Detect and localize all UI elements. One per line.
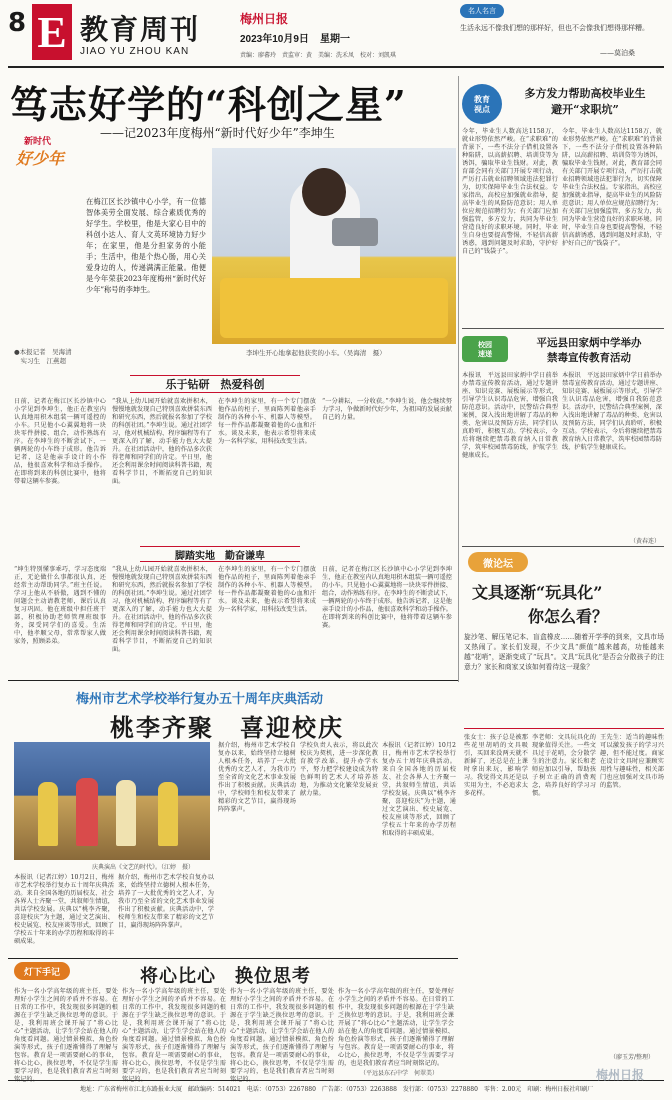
essay-credit: （平远县东石中学 何翠美） <box>360 1070 439 1077</box>
main-bottom-rule <box>8 680 458 681</box>
badge-line1: 新时代 <box>24 137 52 147</box>
sec2-col3: 在李坤生的家里，有一个专门摆放他作品的柜子，里面陈列着他亲手制作的各种小车、机器人等模型。每一件作品都凝聚着他的心血和汗水。谈及未来，他表示希望将来成为一名科学家，用科技改变生活。 <box>218 566 316 613</box>
editor-credits: 责编：廖蕃玲 责监审：黄 美编：洗禾凤 校对：刘凯琪 <box>240 52 397 59</box>
quote-chip: 名人名言 <box>460 4 504 18</box>
good-youth-badge <box>10 132 90 172</box>
campus-col2: 本报讯 平远县田家炳中学日前举办禁毒宣传教育活动，通过专题讲座、知识竞赛、展板展示等形式，引导学生认识毒品危害，增强自我防范意识。活动中，民警结合典型案例，深入浅出地讲解了毒品的种类、危害以及预防方法，同学们认真聆听，积极互动。学校表示，今后将继续把禁毒教育纳入日常教学，筑牢校园禁毒防线，护航学生健康成长。 <box>562 372 662 451</box>
motto-author: ——莫泊桑 <box>600 49 635 57</box>
sec1-col3: 在李坤生的家里，有一个专门摆放他作品的柜子，里面陈列着他亲手制作的各种小车、机器人等模型。每一件作品都凝聚着他的心血和汗水。谈及未来，他表示希望将来成为一名科学家，用科技改变生活。 <box>218 398 316 445</box>
art-big-title: 桃李齐聚 喜迎校庆 <box>110 713 344 742</box>
sec1-col2: “我从上幼儿园开始就喜欢拼积木，慢慢地就发现自己特别喜欢拼装东西和研究东西，然后就报名参加了学校的科创社团。”李坤生说。通过社团学习，他对机械结构、程序编程等有了更深入的了解，动手能力也大大提升。在社团活动中，他的作品多次获得老师和同学们的肯定。平日里，他还会利用课余时间阅读科普书籍，观看科学节目，不断拓宽自己的知识面。 <box>112 398 212 485</box>
essay-col2: 作为一名小学高年级的班主任，要处理好小学生之间的矛盾并不容易。在日常的工作中，我发现很多问题的根源在于学生缺乏换位思考的意识。于是，我利用班会课开展了“将心比心”主题活动，让学生学会站在他人的角度看问题。通过情景模拟、角色扮演等形式，孩子们逐渐懂得了理解与包容。教育是一项需要耐心的事业，将心比心，换位思考，不仅是学生需要学习的，也是我们教育者应当时刻 <box>122 988 226 1075</box>
sec1-col4: “一分耕耘，一分收获。”李坤生说，他会继续努力学习，争做新时代好少年，为祖国的发展贡献自己的力量。 <box>322 398 452 421</box>
art-col-2: 据介绍，梅州市艺术学校自复办以来，始终坚持立德树人根本任务，培养了一大批优秀的文艺人才，为我市乃至全省的文化艺术事业发展作出了积极贡献。庆典活动中，学校师生和校友带来了精彩的文艺节目，赢得现场阵阵掌声。 <box>118 874 214 929</box>
essay-col4: 作为一名小学高年级的班主任，要处理好小学生之间的矛盾并不容易。在日常的工作中，我发现很多问题的根源在于学生缺乏换位思考的意识。于是，我利用班会课开展了“将心比心”主题活动，让学生学会站在他人的角度看问题。通过情景模拟、角色扮演等形式，孩子们逐渐懂得了理解与包容。教育是一项需要耐心的事业，将心比心，换位思考，不仅是学生需要学习的，也是我们教育者应当时刻铭记的。 <box>338 988 454 1067</box>
forum-rule <box>464 728 664 729</box>
toy-tray <box>220 278 448 338</box>
paper-logo: 梅州日报 <box>240 12 289 26</box>
viewpoint-col2: 今年，毕业生人数高达1158万，就业形势依然严峻。在“求职难”的背景下，一些不法分子借机设置各种陷阱，以高薪招聘、培训贷等为诱饵，骗取毕业生钱财。对此，教育部会同有关部门开展专项行动，严厉打击就业招聘领域违法犯罪行为，切实保障毕业生合法权益。专家指出，高校应加强就业指导，提高毕业生的风险防范意识；用人单位应规范招聘行为；有关部门应加强监管，多方发力，共同为毕业生营造良好的求职环境。同时，毕业生自身也要提高警惕，不轻信高薪诱惑，遇到问题及时求助，守护好自己的“钱袋子”。 <box>562 128 662 247</box>
page-number: 8 <box>8 8 27 38</box>
art-col-5: 本报讯（记者江婷）10月2日，梅州市艺术学校举行复办五十周年庆典活动。来自全国各地的历届校友、社会各界人士齐聚一堂，共叙师生情谊，共话学校发展。庆典以“桃李齐聚，喜迎校庆”为主题，通过文艺演出、校史展览、校友座谈等形式，回顾了学校五十年来的办学历程和取得的丰硕成果。 <box>382 742 456 837</box>
main-headline: 笃志好学的“科创之星” <box>10 82 407 127</box>
campus-credit: （黄春连） <box>630 538 661 545</box>
essay-col1: 作为一名小学高年级的班主任，要处理好小学生之间的矛盾并不容易。在日常的工作中，我发现很多问题的根源在于学生缺乏换位思考的意识。于是，我利用班会课开展了“将心比心”主题活动，让学生学会站在他人的角度看问题。通过情景模拟、角色扮演等形式，孩子们逐渐懂得了理解与包容。教育是一项需要耐心的事业，将心比心，换位思考，不仅是学生需要学习的，也是我们教育者应当时刻 <box>14 988 118 1075</box>
performer-3 <box>116 780 136 846</box>
art-photo-caption: 庆典演出《文艺的时代》。（江婷 摄） <box>92 864 195 871</box>
art-stage-photo <box>14 742 210 860</box>
performer-1 <box>38 782 58 846</box>
lead-paragraph: 在梅江区长沙镇中心小学，有一位德智体美劳全面发展、综合素质优秀的好学生。学校里，他是大家心目中的科创小达人、育人文英环境协力好少年；在家里，他是分担家务的小能手；生活中，他是个热心肠，用心关爱身边的人，传递满满正能量。他便是今年荣获2023年度梅州“新时代好少年”称号的李坤生。 <box>86 197 206 294</box>
sec2-col1: “坤生特别懂事乖巧，学习态度端正，无论做什么事都很认真，还经常主动帮助同学。”班主任说。学习上他从不骄傲，遇到不懂的问题会主动请教老师，课后认真复习巩固。他在班级中担任班干部，积极协助老师管理班级事务，深受同学们的喜爱。生活中，他孝顺父母，常常帮家人做家务，照顾弟弟。 <box>14 566 106 645</box>
badge-line2: 好少年 <box>16 149 65 168</box>
main-subhead: ——记2023年度梅州“新时代好少年”李坤生 <box>100 126 335 140</box>
essay-tag: 灯下手记 <box>14 962 70 980</box>
campus-tag-line1: 校园 <box>478 340 492 349</box>
section-title: 教育周刊 <box>80 13 201 46</box>
art-col-photo-below: 本报讯（记者江婷）10月2日，梅州市艺术学校举行复办五十周年庆典活动。来自全国各地的历届校友、社会各界人士齐聚一堂，共叙师生情谊，共话学校发展。庆典以“桃李齐聚，喜迎校庆”为主题，通过文艺演出、校史展览、校友座谈等形式，回顾了学校五十年来的办学历程和取得的丰硕成果。 <box>14 874 114 945</box>
forum-credit: （廖玉芳/整理） <box>610 1054 655 1061</box>
sec2-col2: “我从上幼儿园开始就喜欢拼积木，慢慢地就发现自己特别喜欢拼装东西和研究东西，然后就报名参加了学校的科创社团。”李坤生说。通过社团学习，他对机械结构、程序编程等有了更深入的了解，动手能力也大大提升。在社团活动中，他的作品多次获得老师和同学们的肯定。平日里，他还会利用课余时间阅读科普书籍，观看科学节目，不断拓宽自己的知识面。 <box>112 566 212 653</box>
reporter-byline: ●本报记者 吴海清 实习生 江燕超 <box>14 348 72 365</box>
campus-rule <box>462 546 664 547</box>
forum-intro: 旋沙笔、解压笔记本、盲盒橡皮……随着开学季的到来，文具市场又热闹了。家长们发现，不少文具“颜值”越来越高，功能越来越“花哨”，逐渐变成了“玩具”。文具“玩具化”是否会分散孩子的注意力？家长和商家又该如何看待这一现象？ <box>464 633 664 671</box>
sec2-title: 脚踏实地 勤奋谦卑 <box>140 546 300 562</box>
footer-address: 地址：广东省梅州市江北东路报业大厦 邮政编码：514021 电话：（0753）2267880 广告部：（0753）2263888 发行部：（0753）2278880 零售：2.00元 印刷：梅州日报社印刷厂 <box>80 1086 594 1093</box>
essay-title: 将心比心 换位思考 <box>140 966 311 987</box>
forum-col1: 张女士：孩子总是被那些花里胡哨的文具吸引，买回来没两天就不新鲜了，还总是在上课时拿出来玩，影响学习。我觉得文具还是以实用为主，不必追求太多花样。 <box>464 734 528 797</box>
forum-title-1: 文具逐渐“玩具化” <box>472 583 603 602</box>
performer-2 <box>76 778 98 846</box>
robot-car-icon <box>332 218 378 246</box>
photo-caption: 李坤生开心地拿起他获奖的小车。（吴海清 摄） <box>246 349 386 357</box>
art-bottom-rule <box>8 958 458 959</box>
art-col-4: 学校负责人表示，将以此次校庆为契机，进一步深化教育教学改革，提升办学水平，努力把学校建设成为特色鲜明的艺术人才培养基地，为推动文化繁荣发展贡献力量。 <box>300 742 378 797</box>
art-col-3: 据介绍，梅州市艺术学校自复办以来，始终坚持立德树人根本任务，培养了一大批优秀的文艺人才，为我市乃至全省的文化艺术事业发展作出了积极贡献。庆典活动中，学校师生和校友带来了精彩的文艺节目，赢得现场阵阵掌声。 <box>218 742 296 813</box>
student-head <box>302 168 346 216</box>
footer-rule <box>8 1080 664 1081</box>
motto: 生活永远不像我们想的那样好，但也不会像我们想得那样糟。 <box>460 24 649 32</box>
issue-date: 2023年10月9日 <box>240 34 309 45</box>
forum-tag: 微论坛 <box>468 552 528 572</box>
art-headline: 梅州市艺术学校举行复办五十周年庆典活动 <box>76 692 324 707</box>
issue-weekday: 星期一 <box>320 34 350 45</box>
forum-col2: 李老师：文具玩具化的现象值得关注。一些文具过于花哨，会分散学生的注意力。家长和老师应加以引导，帮助孩子树立正确的消费观念，培养良好的学习习惯。 <box>532 734 596 797</box>
forum-col3: 王先生：适当的趣味性可以激发孩子的学习兴趣，但不能过度。商家在设计文具时应兼顾实用性与趣味性，相关部门也应加强对文具市场的监管。 <box>600 734 664 789</box>
viewpoint-tag <box>462 84 502 124</box>
main-divider <box>458 76 459 682</box>
campus-tag <box>462 336 508 362</box>
performer-4 <box>158 782 178 846</box>
sec1-title: 乐于钻研 热爱科创 <box>130 375 300 393</box>
viewpoint-title: 多方发力帮助高校毕业生 避开“求职坑” <box>524 87 646 116</box>
student-photo <box>212 148 456 344</box>
viewpoint-rule <box>462 328 664 329</box>
viewpoint-tag-line2: 视点 <box>474 104 490 114</box>
watermark-logo: 梅州日报 <box>596 1068 645 1082</box>
sec1-col1: 日前，记者在梅江区长沙镇中心小学见到李坤生，他正在教室内认真地用积木组装一辆可遥控的小车。只见他小心翼翼地将一块块零件拼接、组合，动作熟练有序。在李坤生的不断尝试下，一辆两轮的小车终于成形。他告诉记者，这是他亲手设计的小作品，他很喜欢科学和动手操作。在即将到来的科创比赛中，他将带着这辆车参赛。 <box>14 398 106 485</box>
forum-title-2: 你怎么看？ <box>528 607 609 626</box>
campus-col1: 本报讯 平远县田家炳中学日前举办禁毒宣传教育活动，通过专题讲座、知识竞赛、展板展示等形式，引导学生认识毒品危害，增强自我防范意识。活动中，民警结合典型案例，深入浅出地讲解了毒品的种类、危害以及预防方法，同学们认真聆听，积极互动。学校表示，今后将继续把禁毒教育纳入日常教学，筑牢校园禁毒防线，护航学生健康成长。 <box>462 372 558 459</box>
viewpoint-col1: 今年，毕业生人数高达1158万，就业形势依然严峻。在“求职难”的背景下，一些不法分子借机设置各种陷阱，以高薪招聘、培训贷等为诱饵，骗取毕业生钱财。对此，教育部会同有关部门开展专项行动，严厉打击就业招聘领域违法犯罪行为，切实保障毕业生合法权益。专家指出，高校应加强就业指导，提高毕业生的风险防范意识；用人单位应规范招聘行为；有关部门应加强监管，多方发力，共同为毕业生营造良好的求职环境。同时，毕业生自身也要提高警惕，不轻信高薪诱惑，遇到问题及时求助，守护好自己的“钱袋子”。 <box>462 128 558 255</box>
viewpoint-tag-line1: 教育 <box>474 94 490 104</box>
section-letter: E <box>32 4 72 60</box>
section-pinyin: JIAO YU ZHOU KAN <box>80 46 190 57</box>
essay-col3: 作为一名小学高年级的班主任，要处理好小学生之间的矛盾并不容易。在日常的工作中，我发现很多问题的根源在于学生缺乏换位思考的意识。于是，我利用班会课开展了“将心比心”主题活动，让学生学会站在他人的角度看问题。通过情景模拟、角色扮演等形式，孩子们逐渐懂得了理解与包容。教育是一项需要耐心的事业，将心比心，换位思考，不仅是学生需要学习的，也是我们教育者应当时刻 <box>230 988 334 1075</box>
campus-title: 平远县田家炳中学举办 禁毒宣传教育活动 <box>536 337 642 364</box>
masthead-rule <box>8 66 664 68</box>
sec2-col4: 日前，记者在梅江区长沙镇中心小学见到李坤生，他正在教室内认真地用积木组装一辆可遥控的小车。只见他小心翼翼地将一块块零件拼接、组合，动作熟练有序。在李坤生的不断尝试下，一辆两轮的小车终于成形。他告诉记者，这是他亲手设计的小作品，他很喜欢科学和动手操作。在即将到来的科创比赛中，他将带着这辆车参赛。 <box>322 566 452 629</box>
campus-tag-line2: 速递 <box>478 349 492 358</box>
